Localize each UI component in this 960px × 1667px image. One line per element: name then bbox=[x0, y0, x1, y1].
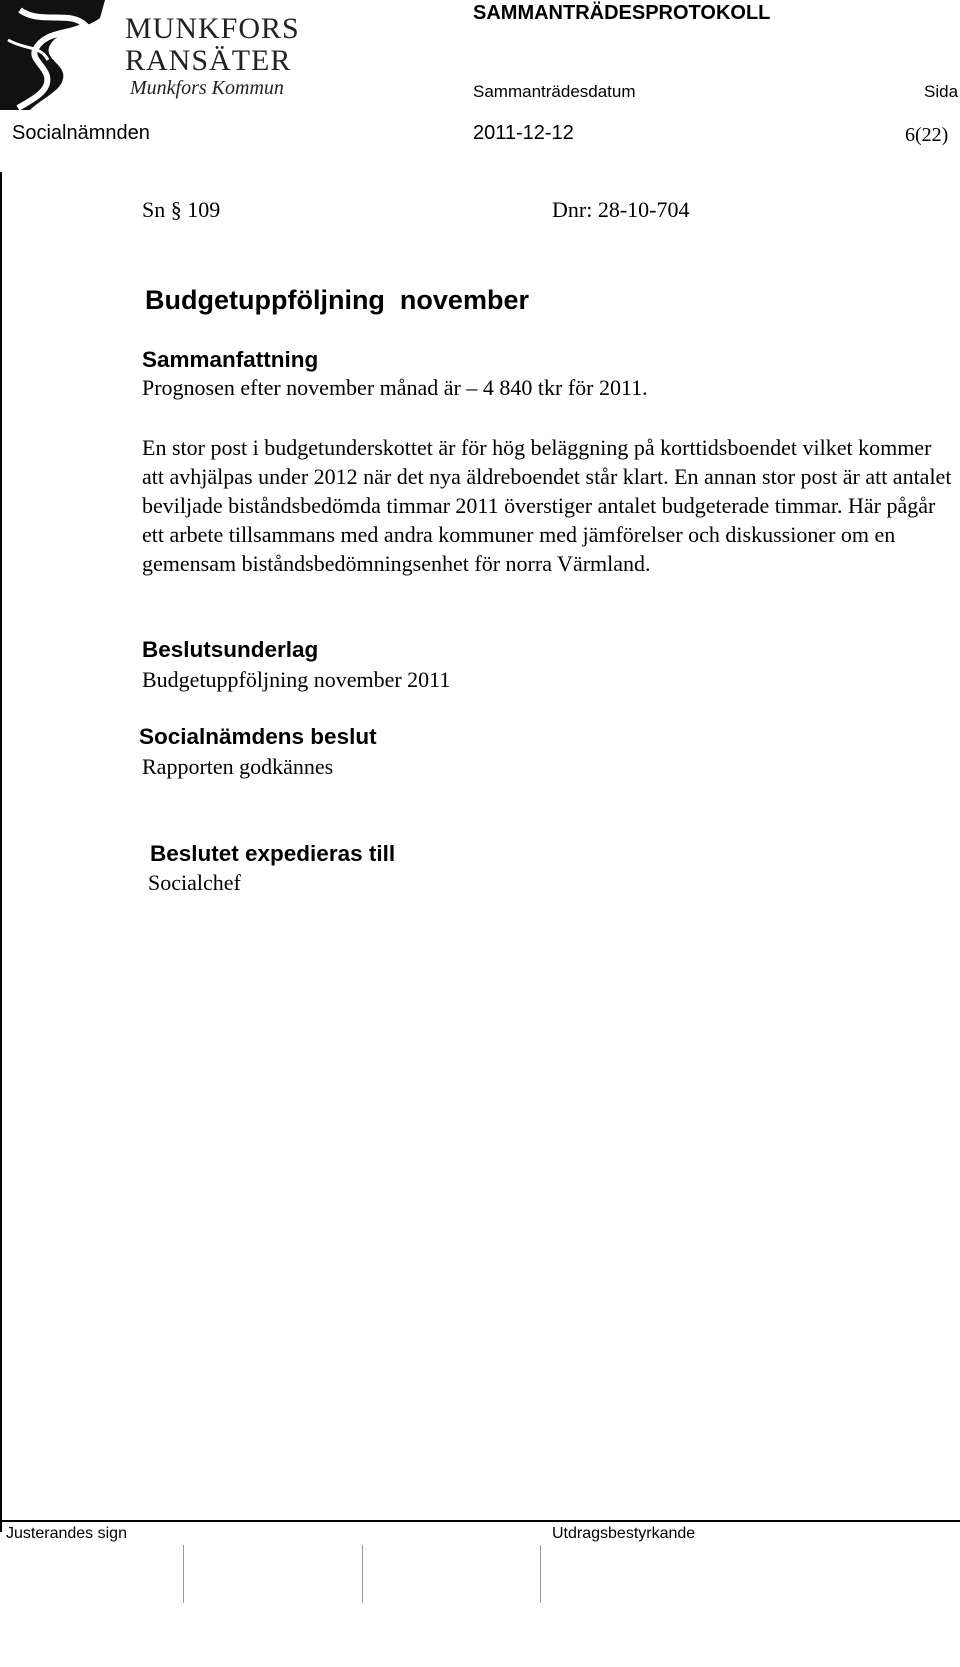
summary-paragraph: En stor post i budgetunderskottet är för hög beläggning på korttidsboendet vilket kommer att avhjälpas under 2012 när det nya äldreboendet står klart. En annan stor post är att antalet beviljade biståndsbedömda timmar 2011 överstiger antalet budgeterade timmar. Här pågår ett arbete tillsammans med andra kommuner med jämförelser och diskussioner om en gemensam biståndsbedömningsenhet för norra Värmland. bbox=[142, 435, 952, 576]
basis-text: Budgetuppföljning november 2011 bbox=[142, 667, 451, 692]
signature-divider bbox=[183, 1545, 184, 1603]
signature-divider bbox=[540, 1545, 541, 1603]
summary-line: Prognosen efter november månad är – 4 840 tkr för 2011. bbox=[142, 375, 648, 400]
logo-line1: MUNKFORS bbox=[125, 12, 300, 45]
case-number: Dnr: 28-10-704 bbox=[552, 197, 690, 222]
utdragsbestyrkande-label: Utdragsbestyrkande bbox=[552, 1525, 696, 1542]
footer-rule bbox=[0, 1520, 960, 1522]
summary-heading: Sammanfattning bbox=[142, 347, 319, 372]
dispatch-text: Socialchef bbox=[148, 870, 241, 895]
decision-text: Rapporten godkännes bbox=[142, 754, 334, 779]
logo-line2: RANSÄTER bbox=[125, 44, 292, 77]
left-margin-rule bbox=[0, 172, 2, 1532]
signature-divider bbox=[362, 1545, 363, 1603]
dispatch-heading: Beslutet expedieras till bbox=[150, 841, 396, 866]
protocol-title: SAMMANTRÄDESPROTOKOLL bbox=[473, 2, 771, 24]
basis-heading: Beslutsunderlag bbox=[142, 637, 319, 662]
committee-name: Socialnämnden bbox=[12, 122, 150, 144]
logo-subtitle: Munkfors Kommun bbox=[130, 77, 284, 99]
meeting-date-label: Sammanträdesdatum bbox=[473, 82, 636, 101]
justerandes-sign-label: Justerandes sign bbox=[6, 1525, 127, 1542]
decision-heading: Socialnämdens beslut bbox=[139, 724, 377, 749]
page-number: 6(22) bbox=[905, 124, 949, 146]
page-label: Sida bbox=[924, 82, 959, 101]
meeting-date: 2011-12-12 bbox=[473, 122, 574, 144]
section-number: Sn § 109 bbox=[142, 197, 221, 222]
page-title: Budgetuppföljning november bbox=[145, 285, 529, 315]
munkfors-ransater-logo bbox=[0, 0, 300, 110]
